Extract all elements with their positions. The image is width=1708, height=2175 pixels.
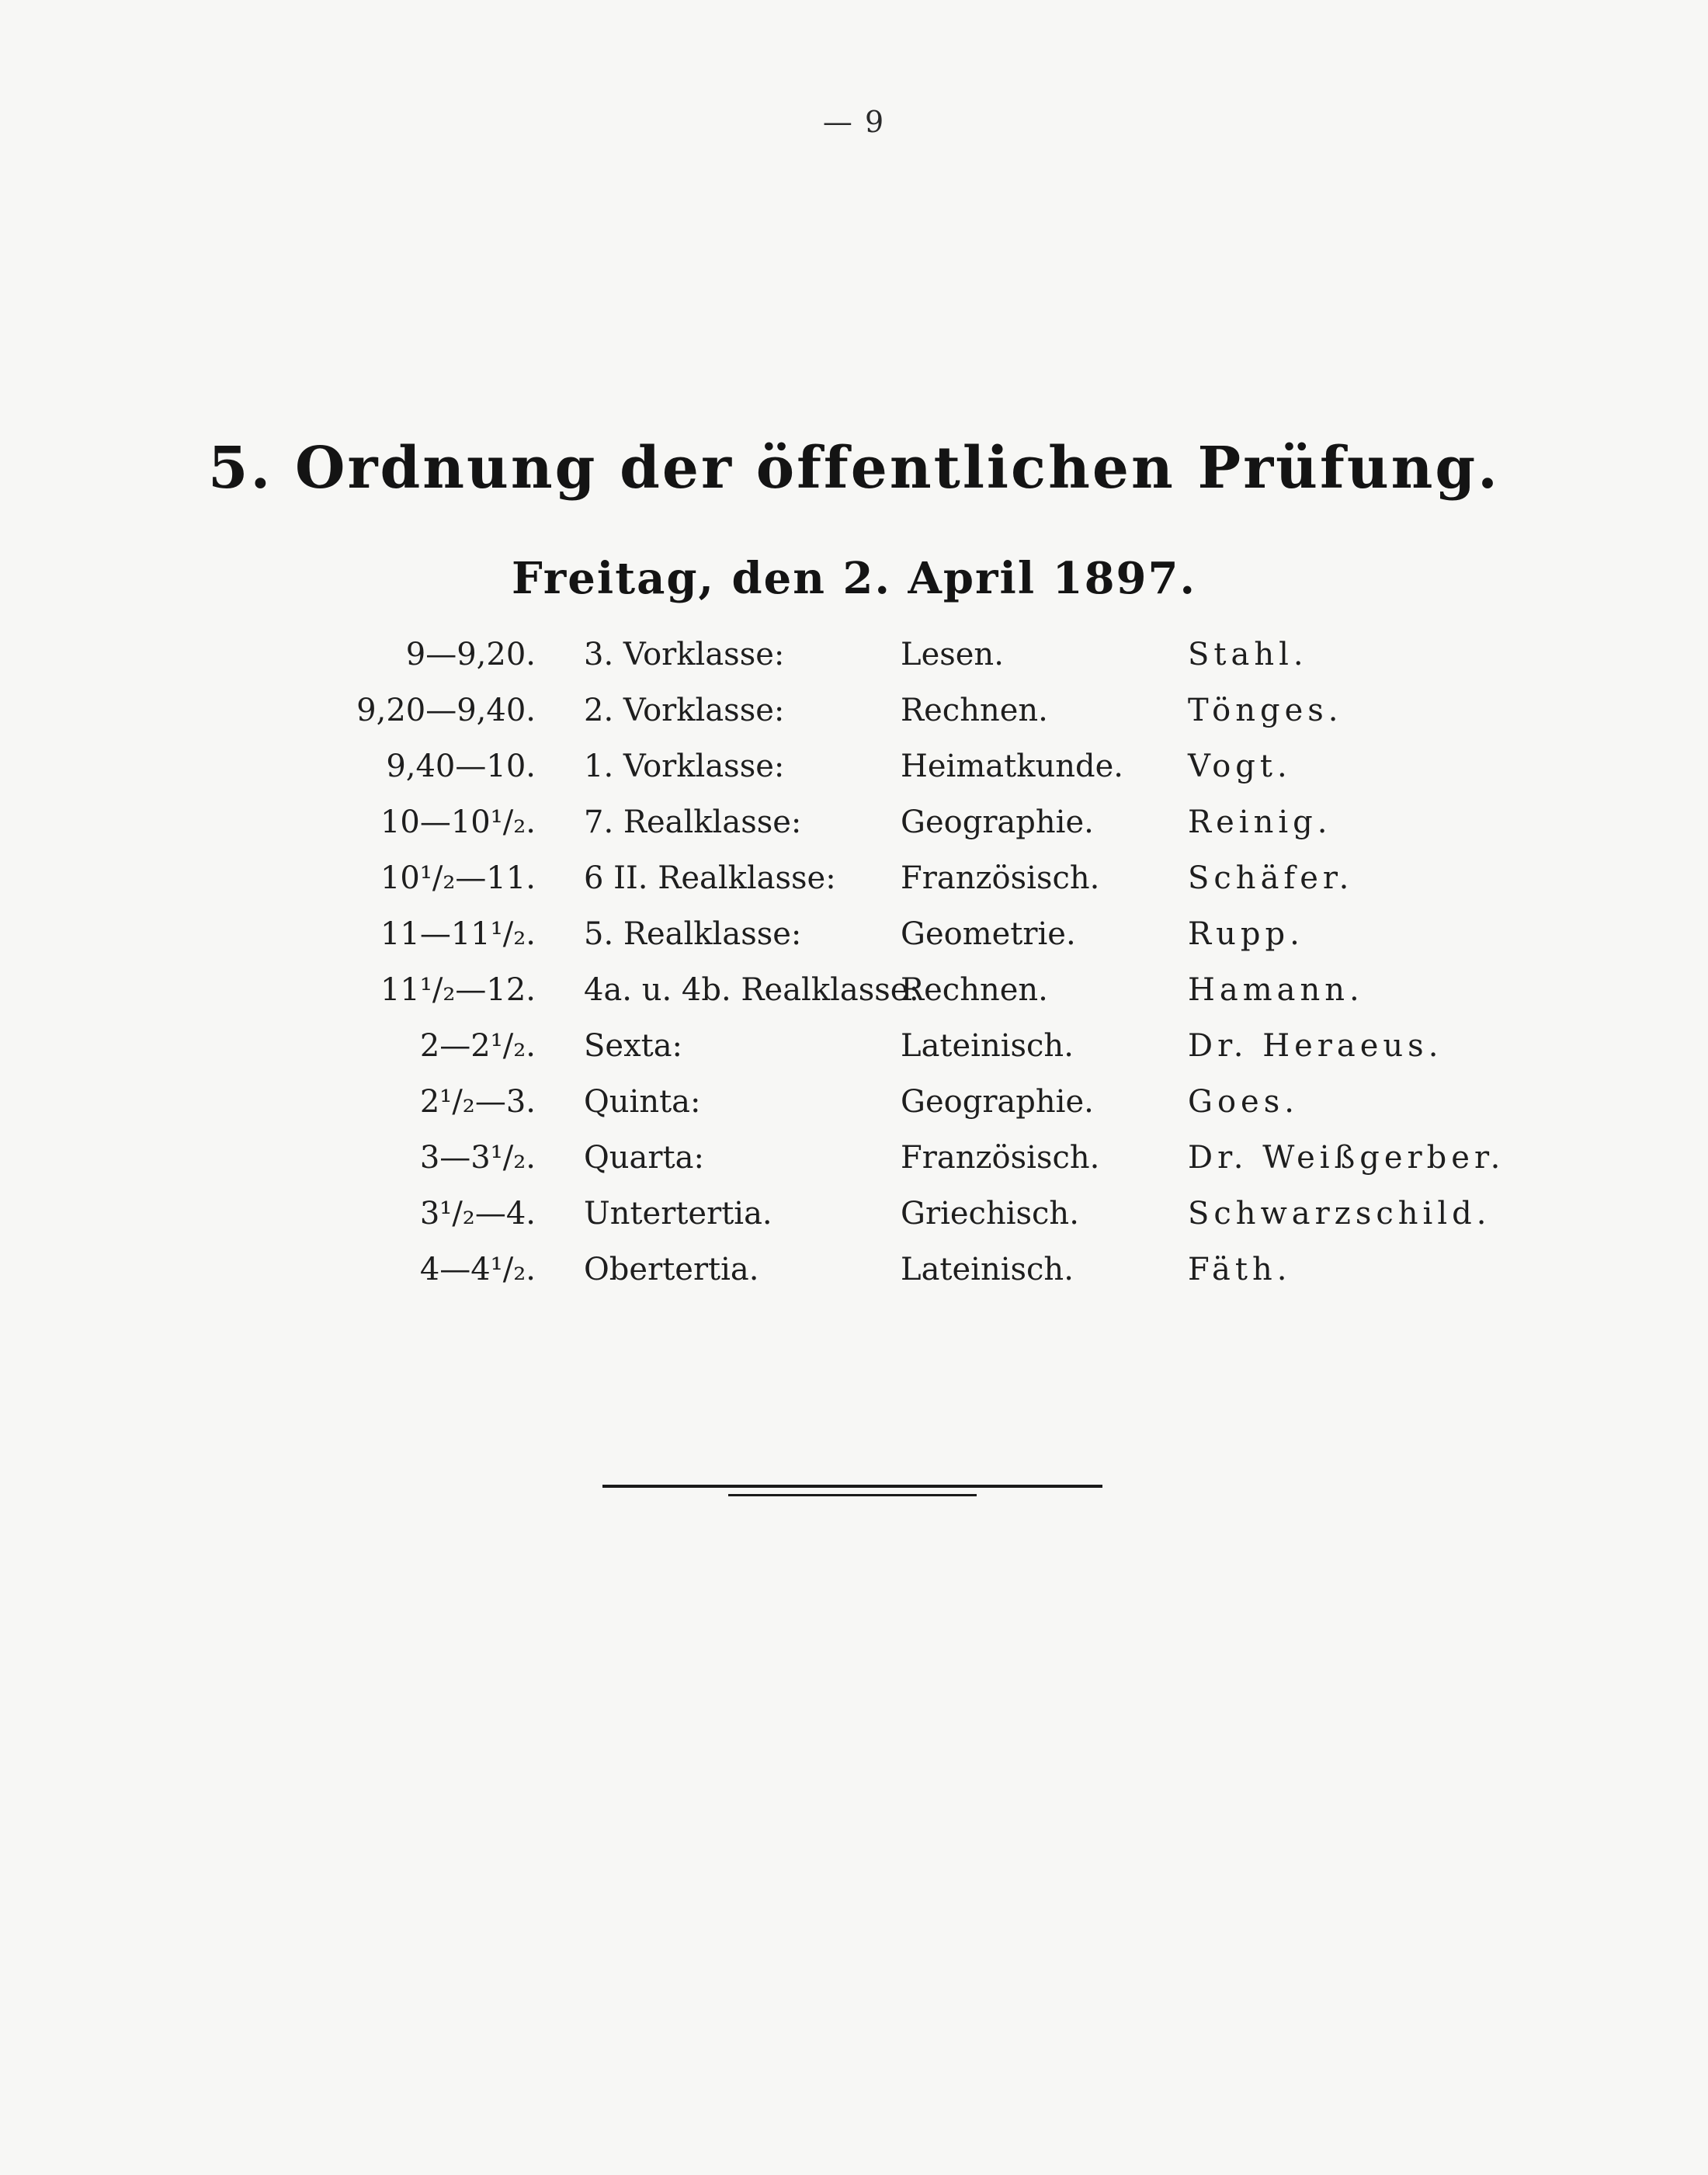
schedule-row [0,860,1708,916]
schedule-row [0,1140,1708,1196]
subject: Griechisch. [901,1196,1079,1232]
teacher: Tönges. [1188,693,1343,728]
subject: Rechnen. [901,693,1048,728]
class-name: 7. Realklasse: [584,804,802,840]
schedule-row [0,693,1708,749]
subject: Lateinisch. [901,1028,1074,1064]
subject: Geometrie. [901,916,1076,952]
subject: Heimatkunde. [901,749,1123,784]
teacher: Rupp. [1188,916,1304,952]
divider-rule-long [602,1485,1102,1488]
class-name: 6 II. Realklasse: [584,860,836,896]
teacher: Reinig. [1188,804,1332,840]
teacher: Vogt. [1188,749,1292,784]
time-slot: 9—9,20. [405,637,536,672]
class-name: 4a. u. 4b. Realklasse: [584,972,919,1008]
subject: Rechnen. [901,972,1048,1008]
time-slot: 10—10¹/₂. [380,804,536,840]
subject: Lateinisch. [901,1252,1074,1287]
class-name: 3. Vorklasse: [584,637,785,672]
class-name: Sexta: [584,1028,683,1064]
time-slot: 2¹/₂—3. [419,1084,536,1120]
subject: Französisch. [901,860,1100,896]
schedule-row [0,804,1708,860]
class-name: 1. Vorklasse: [584,749,785,784]
teacher: Dr. Heraeus. [1188,1028,1443,1064]
class-name: Untertertia. [584,1196,772,1232]
teacher: Fäth. [1188,1252,1292,1287]
teacher: Hamann. [1188,972,1364,1008]
schedule-row [0,749,1708,804]
teacher: Stahl. [1188,637,1308,672]
class-name: 5. Realklasse: [584,916,802,952]
class-name: 2. Vorklasse: [584,693,785,728]
schedule-row [0,637,1708,693]
time-slot: 2—2¹/₂. [419,1028,536,1064]
exam-date-heading: Freitag, den 2. April 1897. [512,553,1196,604]
subject: Geographie. [901,1084,1094,1120]
time-slot: 10¹/₂—11. [380,860,536,896]
schedule-row [0,1252,1708,1308]
time-slot: 3¹/₂—4. [419,1196,536,1232]
page-number: — 9 [822,105,886,139]
class-name: Obertertia. [584,1252,759,1287]
time-slot: 11¹/₂—12. [380,972,536,1008]
divider-rule-short [728,1494,977,1496]
subject: Geographie. [901,804,1094,840]
teacher: Dr. Weißgerber. [1188,1140,1505,1176]
time-slot: 3—3¹/₂. [419,1140,536,1176]
teacher: Schwarzschild. [1188,1196,1491,1232]
time-slot: 9,20—9,40. [356,693,536,728]
section-title: 5. Ordnung der öffentlichen Prüfung. [208,435,1500,502]
schedule-row [0,916,1708,972]
class-name: Quinta: [584,1084,701,1120]
schedule-row [0,1196,1708,1252]
time-slot: 4—4¹/₂. [419,1252,536,1287]
teacher: Goes. [1188,1084,1299,1120]
subject: Französisch. [901,1140,1100,1176]
class-name: Quarta: [584,1140,704,1176]
teacher: Schäfer. [1188,860,1354,896]
schedule-row [0,1028,1708,1084]
time-slot: 9,40—10. [386,749,536,784]
subject: Lesen. [901,637,1004,672]
time-slot: 11—11¹/₂. [380,916,536,952]
schedule-row [0,972,1708,1028]
schedule-row [0,1084,1708,1140]
exam-schedule-table [0,637,1708,1308]
